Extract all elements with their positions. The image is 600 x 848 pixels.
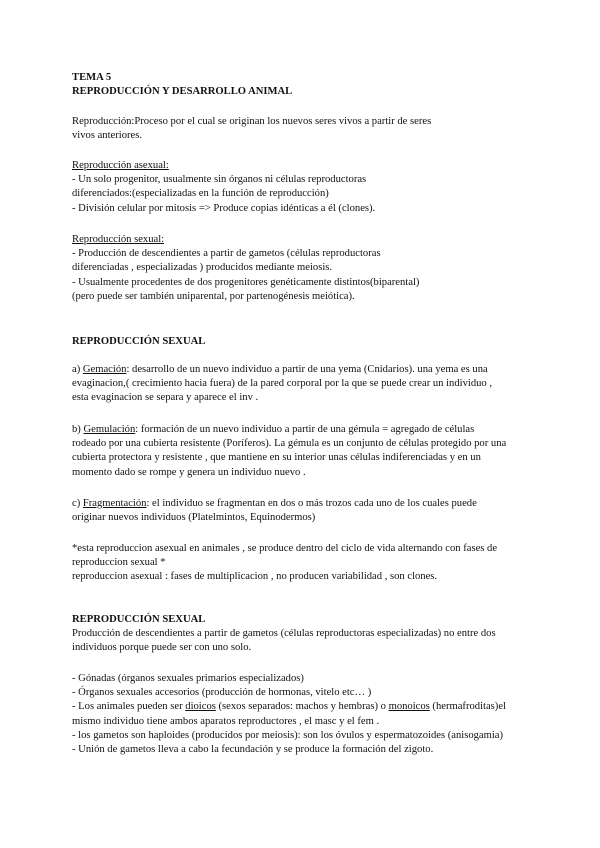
monoicos-term: monoicos [388,701,430,713]
fragmentacion-line-2: originar nuevos individuos (Platelmintos, Equinodermos) [72,512,316,524]
fragmentacion-line-1: c) Fragmentación: el individuo se fragmentan en dos o más trozos cada uno de los cuales puede [72,498,477,509]
gemacion-line-1: a) Gemación: desarrollo de un nuevo individuo a partir de una yema (Cnidarios). una yema es una [72,364,488,375]
note-line-3: reproduccion asexual : fases de multiplicacion , no producen variabilidad , son clones. [72,571,438,583]
gemulacion-line-4: momento dado se rompe y genera un individuo nuevo . [72,466,306,478]
section-2 [72,613,532,656]
intro-line-1: Reproducción:Proceso por el cual se originan los nuevos seres vivos a partir de seres [72,116,432,127]
section-2-line-2: individuos porque puede ser con uno solo. [72,642,252,654]
sexual-line-4: (pero puede ser también uniparental, por partenogénesis meiótica). [72,290,355,302]
note-paragraph [72,542,532,585]
sexual-heading: Reproducción sexual: [72,234,165,245]
section-title-1 [72,335,532,349]
features-list [72,672,532,757]
asexual-heading: Reproducción asexual: [72,160,169,171]
sexual-line-3: - Usualmente procedentes de dos progenitores genéticamente distintos(biparental) [72,276,420,288]
list-item: - Los animales pueden ser dioicos (sexos separados: machos y hembras) o monoicos (hermafroditas)el [72,701,506,713]
document-header [72,71,532,99]
tema-number: TEMA 5 [72,72,112,83]
list-item: - Unión de gametos lleva a cabo la fecundación y se produce la formación del zigoto. [72,744,434,756]
sexual-intro-section [72,233,532,304]
asexual-section [72,159,532,216]
gemulacion-line-1: b) Gemulación: formación de un nuevo individuo a partir de una gémula = agregado de células [72,424,475,435]
gemulacion-line-3: cubierta protectora y resistente , que mantiene en su interior unas células indiferenciadas y en un [72,452,481,464]
note-line-1: *esta reproduccion asexual en animales , se produce dentro del ciclo de vida alternando con fases de [72,543,498,554]
gemacion-term: Gemación [82,364,127,375]
gemacion-paragraph [72,363,532,406]
gemacion-line-3: esta evaginacion se separa y aparece el inv . [72,392,259,404]
asexual-line-3: - División celular por mitosis => Produce copias idénticas a él (clones). [72,202,376,214]
sexual-line-1: - Producción de descendientes a partir de gametos (células reproductoras [72,248,381,260]
asexual-line-1: - Un solo progenitor, usualmente sin órganos ni células reproductoras [72,174,367,186]
intro-line-2: vivos anteriores. [72,130,143,142]
fragmentacion-paragraph [72,497,532,525]
gemulacion-paragraph [72,423,532,480]
note-line-2: reproduccion sexual * [72,557,166,569]
list-item: - Gónadas (órganos sexuales primarios especializados) [72,673,304,684]
fragmentacion-term: Fragmentación [82,498,147,509]
sexual-line-2: diferenciadas , especializadas ) producidos mediante meiosis. [72,262,333,274]
list-item: mismo individuo tiene ambos aparatos reproductores , el masc y el fem . [72,715,380,727]
dioicos-term: dioicos [185,701,216,713]
list-item: - Órganos sexuales accesorios (producción de hormonas, vitelo etc… ) [72,687,372,699]
gemulacion-line-2: rodeado por una cubierta resistente (Poríferos). La gémula es un conjunto de células protegido por una [72,438,507,450]
list-item: - los gametos son haploides (producidos por meiosis): son los óvulos y espermatozoides (anisogamia) [72,729,504,741]
section-2-line-1: Producción de descendientes a partir de gametos (células reproductoras especializadas) no entre dos [72,628,496,640]
gemacion-line-2: evaginacion,( crecimiento hacia fuera) de la pared corporal por la que se puede crear un individuo , [72,378,493,390]
intro-paragraph [72,115,532,143]
gemulacion-term: Gemulación [83,424,136,435]
section-1-heading: REPRODUCCIÓN SEXUAL [72,336,206,347]
document-title: REPRODUCCIÓN Y DESARROLLO ANIMAL [72,86,293,98]
section-2-heading: REPRODUCCIÓN SEXUAL [72,614,206,625]
asexual-line-2: diferenciados:(especializadas en la función de reproducción) [72,188,329,200]
